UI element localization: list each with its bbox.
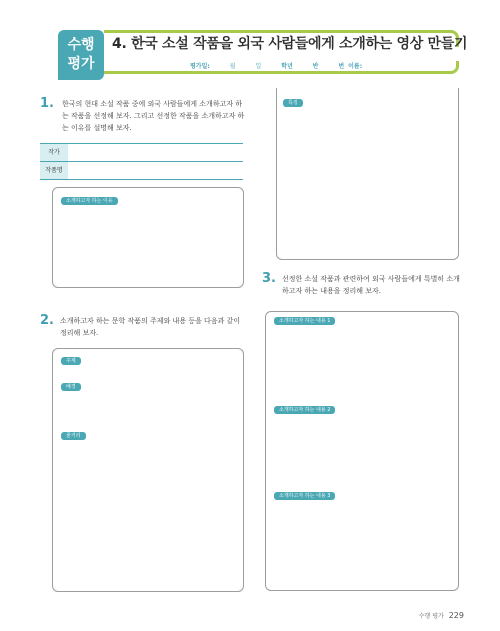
reason-answer-box[interactable]: [52, 187, 244, 288]
work-info-table: [40, 143, 243, 180]
question-3-number: 3.: [262, 271, 276, 286]
features-tag: 특징: [283, 99, 303, 107]
work-title-field[interactable]: [68, 162, 243, 179]
author-label: 작가: [40, 144, 68, 161]
content-3-tag: 소개하고자 하는 내용 3: [274, 492, 335, 500]
plot-tag: 줄거리: [61, 432, 86, 440]
work-title-label: 작품명: [40, 162, 68, 179]
question-2-text: 소개하고자 하는 문학 작품의 주제와 내용 등을 다음과 같이 정리해 보자.: [60, 317, 241, 337]
day-label: 일: [255, 63, 262, 70]
number-label: 번: [338, 63, 345, 70]
question-2: [40, 315, 245, 339]
table-row-title: [40, 162, 243, 180]
content-1-tag: 소개하고자 하는 내용 1: [274, 317, 335, 325]
question-3: [262, 273, 462, 297]
grade-label: 학년: [281, 63, 293, 70]
table-row-author: [40, 144, 243, 162]
introduce-content-box[interactable]: [265, 311, 459, 591]
author-field[interactable]: [68, 144, 243, 161]
footer-label: 수행 평가: [418, 613, 444, 620]
badge-line-1: 수행: [67, 37, 95, 53]
theme-tag: 주제: [61, 357, 81, 365]
page-title: 4. 한국 소설 작품을 외국 사람들에게 소개하는 영상 만들기: [112, 36, 468, 52]
student-info-line: [190, 61, 380, 70]
name-label: 이름:: [348, 63, 363, 70]
question-2-number: 2.: [40, 313, 54, 328]
question-3-text: 선정한 소설 작품과 관련하여 외국 사람들에게 특별히 소개하고자 하는 내용을 정리해 보자.: [282, 275, 460, 295]
month-label: 월: [229, 63, 236, 70]
question-1: [40, 98, 245, 134]
date-label: 평가일:: [190, 63, 210, 70]
assessment-badge: [58, 30, 104, 80]
reason-tag: 소개하고자 하는 이유: [61, 197, 118, 205]
question-1-number: 1.: [40, 96, 54, 111]
setting-tag: 배경: [61, 383, 81, 391]
content-2-tag: 소개하고자 하는 내용 2: [274, 406, 335, 414]
badge-line-2: 평가: [67, 56, 95, 72]
question-1-text: 한국의 현대 소설 작품 중에 외국 사람들에게 소개하고자 하는 작품을 선정해 보자. 그리고 선정한 작품을 소개하고자 하는 이유를 설명해 보자.: [62, 100, 245, 132]
page-number: 229: [448, 611, 464, 620]
features-answer-box[interactable]: [276, 88, 459, 260]
summary-answer-box[interactable]: [52, 348, 244, 592]
page-footer: [419, 611, 464, 620]
class-label: 반: [312, 63, 319, 70]
